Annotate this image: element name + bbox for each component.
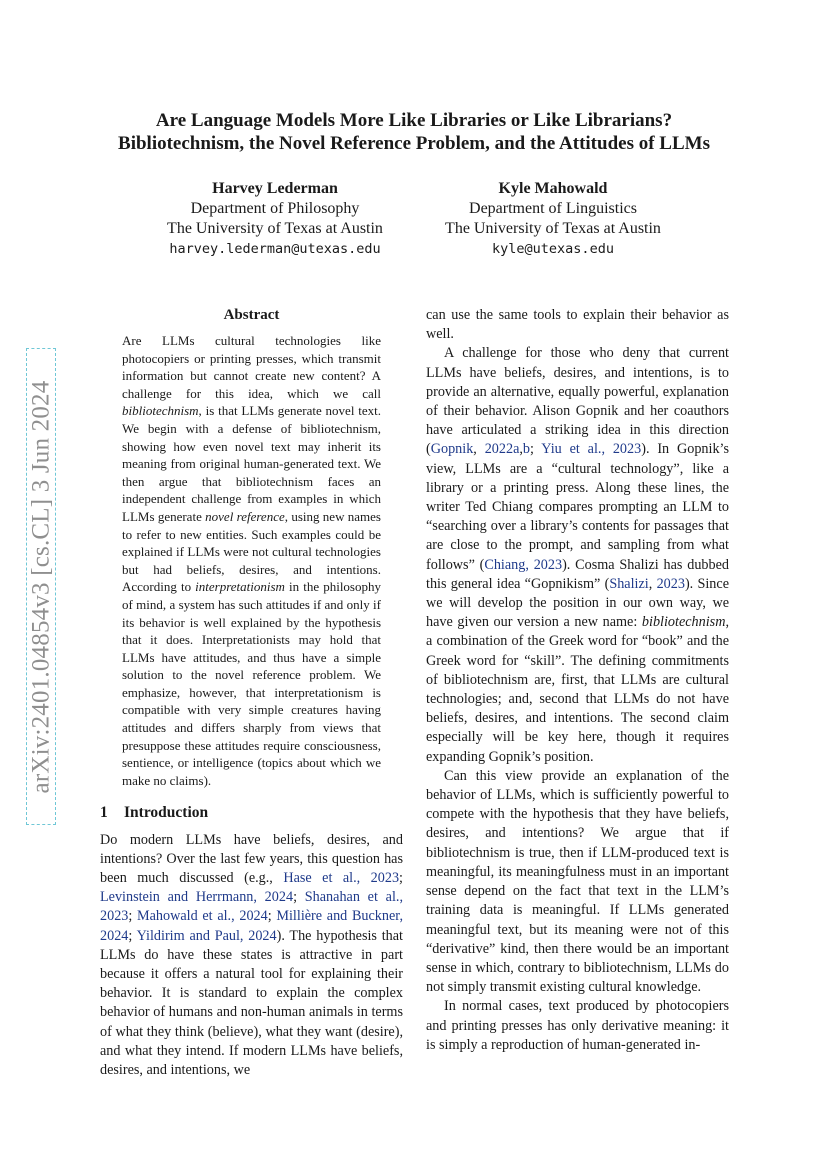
citation-link[interactable]: 2022a [484,441,520,458]
text-run: ). In Gopnik’s view, LLMs are a “cultural technology”, like a library or a printing press. Along these lines, the writer Ted Chiang compares prompting an LLM to “searching over a library’s contents for passages that are close to the prompt, and sampling from what follows” ( [426,441,729,573]
author-block [115,179,435,259]
text-run: ). The hypothesis that LLMs do have these states is attractive in part because it offers a natural tool for explaining their behavior. It is standard to explain the complex behavior of humans and non-human animals in terms of what they think (believe), what they want (desire), and what they intend. If modern LLMs have beliefs, desires, and intentions, we [100,927,403,1079]
abstract-text [122,332,381,789]
abstract-emphasis: novel reference [205,508,285,524]
abstract-part: , is that LLMs generate novel text. We begin with a defense of bibliotechnism, showing how even novel text may inherit its meaning from original human-generated text. We then argue that bibliotechnism faces an independent challenge from examples in which LLMs generate [122,403,381,524]
author-affiliation: The University of Texas at Austin [167,220,383,237]
arxiv-stamp-text: arXiv:2401.04854v3 [cs.CL] 3 Jun 2024 [27,380,55,793]
section-title: Introduction [124,804,209,822]
paragraph: Can this view provide an explanation of the behavior of LLMs, which is sufficiently powerful to compete with the hypothesis that they have beliefs, desires, and intentions? We argue that if bibliotechnism is true, then if LLM-produced text is meaningful, its meaningfulness must in an important sense depend on the fact that text in the LLM’s training data is meaningful. If LLMs generated meaningful text, but its meaning were not of this “derivative” kind, then there would be an important sense in which, contrary to bibliotechnism, LLMs do not simply transmit existing cultural knowledge. [426,767,729,996]
abstract-part: , using new names to refer to new entities. Such examples could be explained if LLMs were not cultural technologies but had beliefs, desires, and intentions. According to [122,508,381,595]
abstract-emphasis: bibliotechnism [122,403,199,419]
author-department: Department of Linguistics [469,200,637,217]
paragraph-continued: can use the same tools to explain their behavior as well. [426,307,729,343]
paper-title [80,109,748,155]
paragraph [100,831,403,1081]
citation-link[interactable]: Millière and Buckner, 2024 [100,908,403,944]
text-run: ). Since we will develop the position in our own way, we have given our version a new name: [426,575,729,631]
citation-link[interactable]: Gopnik [430,441,474,458]
emphasis: bibliotechnism [641,614,726,631]
text-run: A challenge for those who deny that current LLMs have beliefs, desires, and intentions, is to provide an alternative, equally powerful, explanation of their behavior. Alison Gopnik and her coauthors have articulated a striking idea in this direction ( [426,345,729,458]
author-affiliation: The University of Texas at Austin [445,220,661,237]
citation-link[interactable]: Yildirim and Paul, 2024 [136,927,277,944]
citation-link[interactable]: Shanahan et al., 2023 [100,889,403,925]
paragraph [426,344,729,766]
citation-link[interactable]: b [522,441,531,458]
text-run: ; [128,927,137,944]
text-run: ). Cosma Shalizi has dubbed this general idea “Gopnikism” ( [426,556,729,592]
title-line-2: Bibliotechnism, the Novel Reference Problem, and the Attitudes of LLMs [118,133,710,154]
section-heading [100,803,403,822]
text-run: ; [293,889,305,906]
citation-link[interactable]: Shalizi [609,575,649,592]
author-department: Department of Philosophy [190,200,360,217]
text-run: , a combination of the Greek word for “book” and the Greek word for “skill”. The defining commitments of bibliotechnism are, first, that LLMs are cultural technologies; and, second that LLMs do not have beliefs, desires, and intentions. The second claim especially will be key here, though it requires expanding Gopnik’s position. [426,614,729,765]
arxiv-stamp [26,348,56,825]
citation-link[interactable]: 2023 [656,575,685,592]
section-number: 1 [100,804,108,822]
author-block [393,179,713,259]
author-name: Harvey Lederman [212,180,338,197]
abstract-part: Are LLMs cultural technologies like photocopiers or printing presses, which transmit information but cannot create new content? A challenge for this idea, which we call [122,333,381,401]
text-run: , [473,441,485,458]
title-line-1: Are Language Models More Like Libraries or Like Librarians? [155,110,673,131]
left-column [100,306,403,1080]
text-run: ; [399,870,403,887]
citation-link[interactable]: Levinstein and Herrmann, 2024 [100,889,294,906]
abstract-heading: Abstract [223,307,280,323]
text-run: ; [530,441,542,458]
abstract-emphasis: interpretationism [195,579,285,595]
text-run: ; [128,908,138,925]
paragraph: In normal cases, text produced by photocopiers and printing presses has only derivative meaning: it is simply a reproduction of human-generated in- [426,998,729,1053]
author-name: Kyle Mahowald [498,180,608,197]
text-run: Do modern LLMs have beliefs, desires, and intentions? Over the last few years, this question has been much discussed (e.g., [100,831,403,887]
author-email[interactable]: harvey.lederman@utexas.edu [169,241,381,257]
right-column [426,306,729,1055]
citation-link[interactable]: Hase et al., 2023 [283,870,400,887]
citation-link[interactable]: Mahowald et al., 2024 [137,908,268,925]
abstract-part: in the philosophy of mind, a system has such attitudes if and only if its behavior is well explained by the hypothesis that it does. Interpretationists may hold that LLMs have attitudes, and thus have a simple solution to the novel reference problem. We emphasize, however, that interpretationism is compatible with very simple creatures having attitudes and differs sharply from views that presuppose these attitudes require consciousness, sentience, or intelligence (topics about which we make no claims). [122,579,381,788]
citation-link[interactable]: Chiang, 2023 [484,556,563,573]
text-run: , [648,575,657,592]
text-run: , [519,441,523,458]
author-email[interactable]: kyle@utexas.edu [492,241,614,257]
text-run: ; [267,908,277,925]
citation-link[interactable]: Yiu et al., 2023 [541,441,642,458]
